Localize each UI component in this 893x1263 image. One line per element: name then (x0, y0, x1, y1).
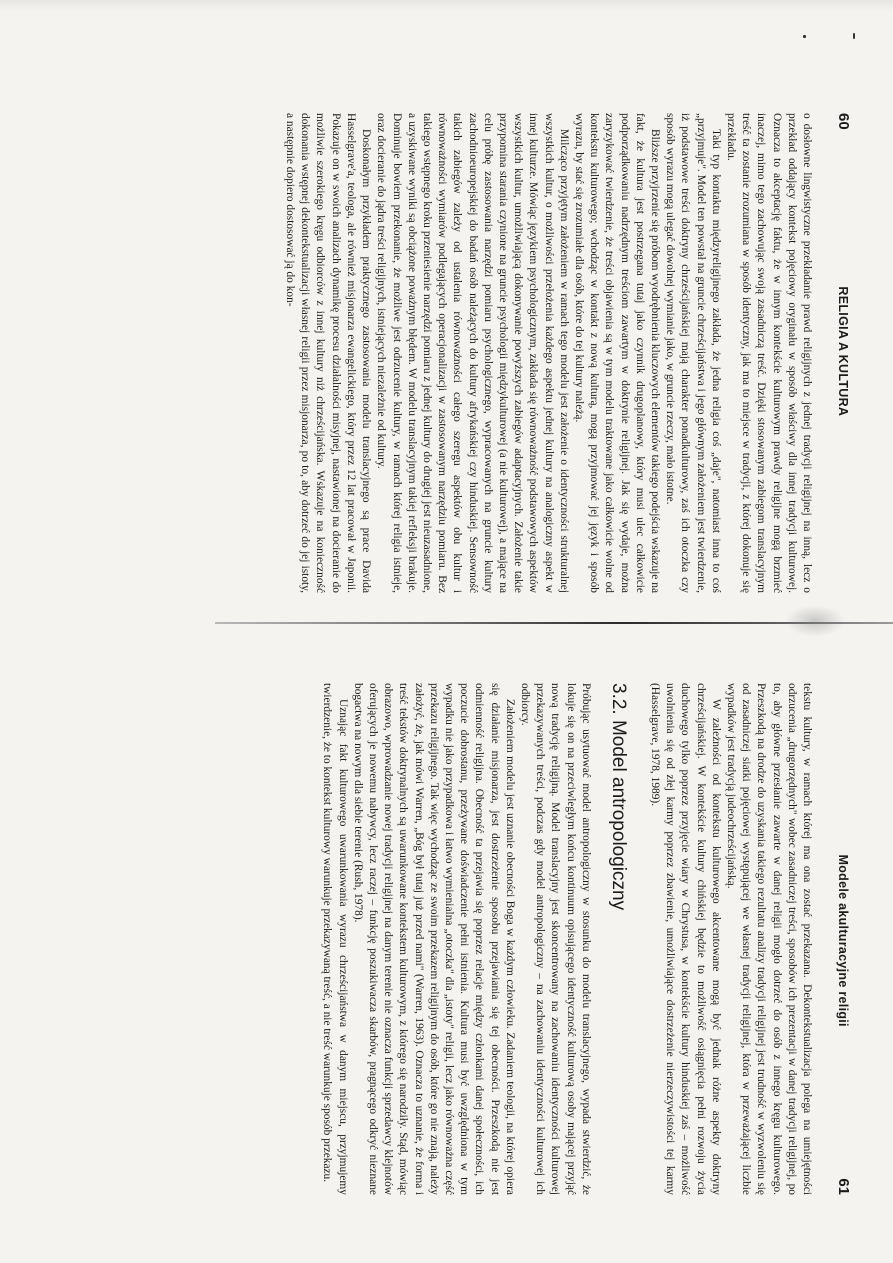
body-text (319, 683, 814, 1195)
running-head (826, 113, 852, 593)
page-number: 61 (835, 1178, 852, 1195)
page-61 (112, 675, 852, 1205)
running-head-title: Modele akulturacyjne religii (836, 854, 850, 1027)
paragraph: Bliższe przyjrzenie się próbom wyodrębnienia kluczowych elementów takiego podejścia wskazuje na fakt, że kultura jest postrzegana tutaj jako czynnik drugoplanowy, który musi ulec całkowicie podporządkowaniu nadrzędnym treściom zawartym w doktrynie religijnej. Jak się wydaje, można zaryzykować twierdzenie, że treści objawienia są w tym modelu traktowane jako całkowicie wolne od kontekstu kulturowego; wchodząc w kontakt z nową kulturą, mogą przyjmować jej język i sposób wyrazu, by stać się zrozumiałe dla osób, które do tej kultury należą. (572, 113, 661, 593)
page-number: 60 (835, 113, 852, 130)
paragraph: Próbując usytuować model antropologiczny w stosunku do modelu translacyjnego, wypada stwierdzić, że lokuje się on na przeciwległym końcu kontinuum opisującego identyczność kulturową osoby mającej przyjąć nową tradycję religijną. Model translacyjny jest skoncentrowany na zachowaniu identyczności kulturowej przekazywanych treści, podczas gdy model antropologiczny – na zachowaniu identyczności kulturowej ich odbiorcy. (518, 683, 592, 1195)
section-heading: 3.2. Model antropologiczny (607, 683, 629, 911)
paragraph: Milcząco przyjętym założeniem w ramach tego modelu jest założenie o identyczności strukturalnej wszystkich kultur, o możliwości przełożenia każdego aspektu jednej kultury na analogiczny aspekt w innej kulturze. Mówiąc językiem psychologicznym, zakłada się równoważność podstawowych aspektów wszystkich kultur, umożliwiającą dokonywanie powyższych zabiegów adaptacyjnych. Założenie takie przypomina starania czynione na gruncie psychologii międzykulturowej (a nie kulturowej), a mające na celu próbę zastosowania narzędzi pomiaru psychologicznego, wypracowanych na gruncie kultury zachodnioeuropejskiej do badań osób należących do kultury afrykańskiej czy hinduskiej. Sensowność takich zabiegów zależy od ustalenia równoważności całego szeregu aspektów obu kultur i równoważności wymiarów podlegających operacjonalizacji w zastosowanym narzędziu pomiaru. Bez takiego wstępnego kroku przeniesienie narzędzi pomiaru z jednej kultury do drugiej jest nieuzasadnione, a uzyskiwane wyniki są obciążone poważnym błędem. W modelu translacyjnym takiej refleksji brakuje. Dominuje bowiem przekonanie, że możliwe jest odrzucenie kultury, w ramach której religia istnieje, oraz docieranie do jądra treści religijnych, istniejących niezależnie od kultury. (375, 113, 570, 593)
paragraph: W zależności od kontekstu kulturowego akcentowane mogą być jednak różne aspekty doktryny chrześcijańskiej. W kontekście kultury chińskiej będzie to możliwość osiągnięcia pełni rozwoju życia duchowego tylko poprzez przyjęcie wiary w Chrystusa, w kontekście kultury hinduskiej zaś – możliwość uwolnienia się od złej karmy poprzez zbawienie, umożliwiające dostrzeżenie nierzeczywistości tej karmy (Hasselgrave, 1978, 1989). (648, 683, 722, 1195)
fold-shadow (785, 605, 845, 637)
paragraph: tekstu kultury, w ramach której ma ona zostać przekazana. Dekontekstualizacja polega na umiejętności odrzucenia „drugorzędnych" wobec zasadniczej treści, sposobów ich prezentacji w danej tradycji religijnej, po to, aby główne przesłanie zawarte w danej religii mogło dotrzeć do osób z innego kręgu kulturowego. Przeszkodą na drodze do uzyskania takiego rezultatu analizy tradycji religijnej jest trudność w wyzwoleniu się od zasadniczej siatki pojęciowej występującej we własnej tradycji religijnej, która w przeważającej liczbie wypadków jest tradycją judeochrześcijańską. (724, 683, 813, 1195)
paragraph: Uznając fakt kulturowego uwarunkowania wyrazu chrześcijaństwa w danym miejscu, przyjmujemy twierdzenie, że to kontekst kulturowy warunkuje przekazywaną treść, a nie treść warunkuje sposób przekazu. (321, 683, 349, 1195)
paragraph: Założeniem modelu jest uznanie obecności Boga w każdym człowieku. Zadaniem teologii, na której opiera się działanie misjonarza, jest dostrzeżenie sposobu przejawiania się tej obecności. Przeszkodą nie jest odmienność religijna. Obecność ta przejawia się poprzez relacje między członkami danej społeczności, ich poczucie dobrostanu, przeżywane doświadczenie pełni istnienia. Kultura musi być uwzględniona w tym wypadku nie jako przypadkowa i łatwo wymienialna „otoczka" dla „istoty" religii, lecz jako równoważna część przekazu religijnego. Tak więc wychodząc ze swoim przekazem religijnym do osób, które go nie znają, należy założyć, że, jak mówi Warren, „Bóg był tutaj już przed nami" (Warren, 1963). Oznacza to uznanie, że forma i treść tekstów doktrynalnych są uwarunkowane kontekstem kulturowym, z którego się narodziły. Stąd, mówiąc obrazowo, wprowadzanie nowej tradycji religijnej na danym terenie nie oznacza funkcji sprzedawcy klejnotów oferujących je nowemu nabywcy, lecz raczej – funkcję poszukiwacza skarbów, pragnącego odkryć nieznane bogactwa na nowym dla siebie terenie (Rush, 1978). (351, 683, 516, 1195)
page-60 (117, 105, 852, 605)
paragraph: Taki typ kontaktu międzyreligijnego zakłada, że jedna religia coś „daje", natomiast inna to coś „przyjmuje". Model ten powstał na gruncie chrześcijaństwa i jego głównym założeniem jest twierdzenie, iż podstawowe treści doktryny chrześcijańskiej mają charakter ponadkulturowy, zaś ich otoczka czy sposób wyrazu mogą ulegać dowolnej wymianie jako, w gruncie rzeczy, mało istotne. (664, 113, 722, 593)
running-head-title: RELIGIA A KULTURA (836, 286, 850, 417)
paragraph: o dosłowne lingwistyczne przekładanie prawd religijnych z jednej tradycji religijnej na inną, lecz o przekład oddający kontekst pojęciowy oryginału w sposób właściwy dla innej tradycji kulturowej. Oznacza to akceptację faktu, że w innym kontekście kulturowym prawdy religijne mogą brzmieć inaczej, mimo tego zachowując swoją zasadniczą treść. Dzięki stosowanym zabiegom translacyjnym treść ta zostanie zrozumiana w sposób identyczny, jak ma to miejsce w tradycji, z której dokonuje się przekładu. (724, 113, 813, 593)
paragraph: Doskonałym przykładem praktycznego zastosowania modelu translacyjnego są prace Davida Hasselgrave'a, teologa, ale również misjonarza ewangelickiego, który przez 12 lat pracował w Japonii. Pokazuje on w swoich analizach dynamikę procesu działalności misyjnej, nastawionej na docieranie do możliwie szerokiego kręgu odbiorców z innej kultury niż chrześcijańska. Wskazuje na konieczność dokonania wstępnej dekontekstualizacji własnej religii przez misjonarza, po to, aby dotrzeć do jej istoty, a następnie dopiero dostosować ją do kon- (284, 113, 373, 593)
scan-speck (803, 35, 806, 38)
scan-edge (0, 0, 893, 10)
scan-speck (853, 33, 855, 39)
body-text (282, 113, 814, 593)
running-head (826, 683, 852, 1195)
